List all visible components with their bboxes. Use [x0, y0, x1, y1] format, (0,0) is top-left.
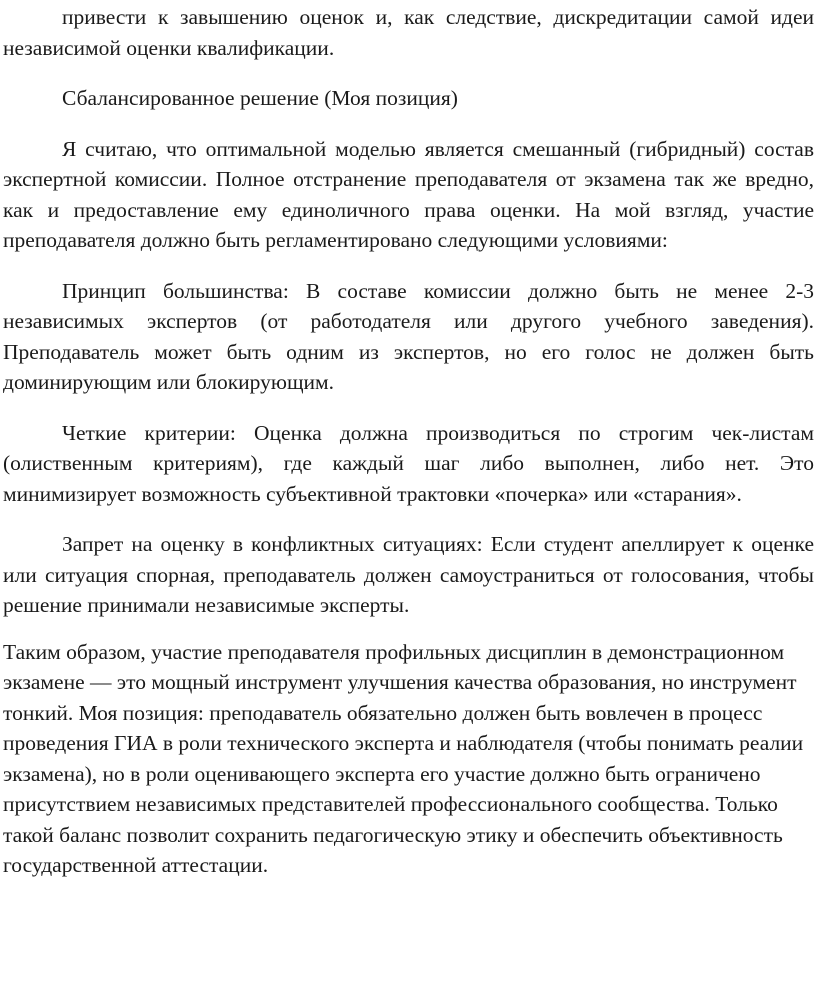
paragraph-conclusion: Таким образом, участие преподавателя профильных дисциплин в демонстрационном экзамене — это мощный инструмент улучшения качества образования, но инструмент тонкий. Моя позиция: преподаватель обязательно должен быть вовлечен в процесс проведения ГИА в роли технического эксперта и наблюдателя (чтобы понимать реалии экзамена), но в роли оценивающего эксперта его участие должно быть ограничено присутствием независимых представителей профессионального сообщества. Только такой баланс позволит сохранить педагогическую этику и обеспечить объективность государственной аттестации. [3, 639, 804, 877]
paragraph-spacer [3, 398, 814, 418]
paragraph-conflict-ban: Запрет на оценку в конфликтных ситуациях: Если студент апеллирует к оценке или ситуация спорная, преподаватель должен самоустраниться от голосования, чтобы решение принимали независимые эксперты. [3, 532, 814, 617]
paragraph-majority-principle: Принцип большинства: В составе комиссии должно быть не менее 2-3 независимых экспертов (от работодателя или другого учебного заведения). Преподаватель может быть одним из экспертов, но его голос не должен быть доминирующим или блокирующим. [3, 278, 814, 394]
paragraph-spacer [3, 621, 814, 637]
paragraph-spacer [3, 114, 814, 134]
section-heading: Сбалансированное решение (Моя позиция) [62, 86, 458, 110]
paragraph-clear-criteria: Четкие критерии: Оценка должна производиться по строгим чек-листам (олиственным критериям), где каждый шаг либо выполнен, либо нет. Это минимизирует возможность субъективной трактовки «почерка» или «старания». [3, 420, 814, 506]
paragraph-spacer [3, 256, 814, 276]
paragraph-intro-continuation: привести к завышению оценок и, как следствие, дискредитации самой идеи независимой оценки квалификации. [3, 5, 814, 60]
paragraph-spacer [3, 509, 814, 529]
paragraph-spacer [3, 63, 814, 83]
paragraph-position: Я считаю, что оптимальной моделью является смешанный (гибридный) состав экспертной комиссии. Полное отстранение преподавателя от экзамена так же вредно, как и предоставление ему единоличного права оценки. На мой взгляд, участие преподавателя должно быть регламентировано следующими условиями: [3, 136, 814, 252]
